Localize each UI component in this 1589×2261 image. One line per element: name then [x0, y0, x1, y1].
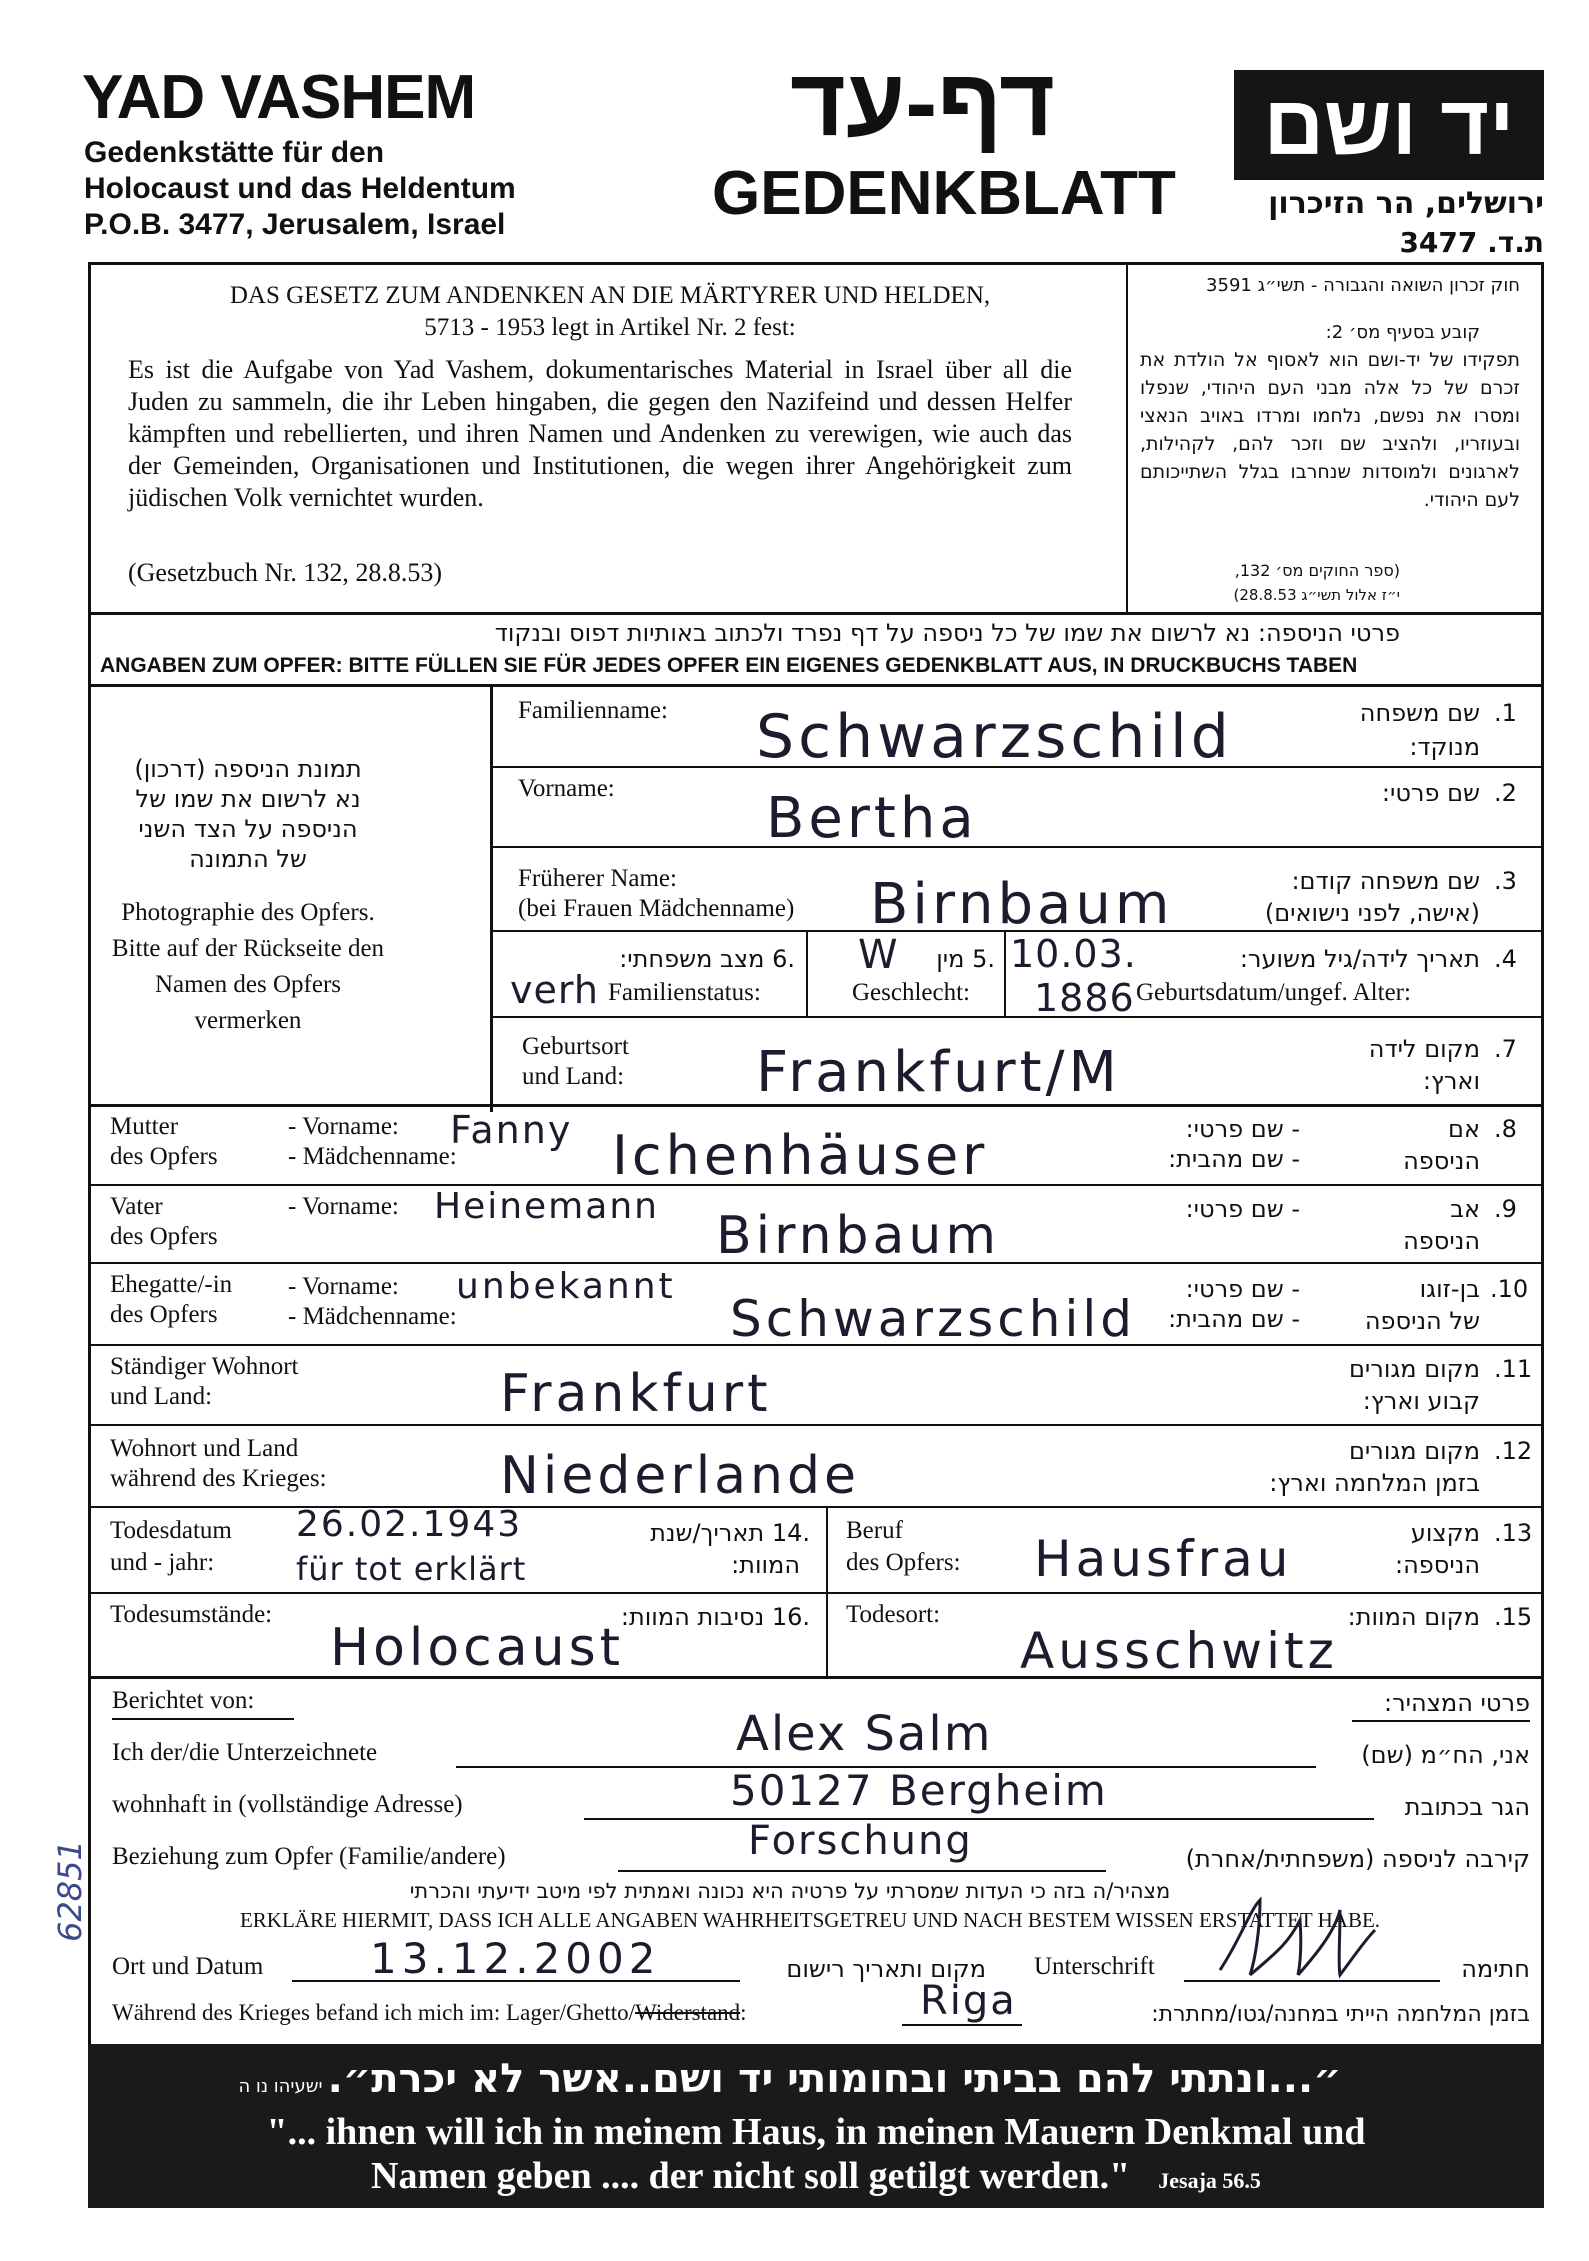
declaration-hebrew: מצהיר/ה בזה כי העדות שמסרתי על פרטיה היא נכונה ואמתית לפי מיטב ידיעתי והכרתי: [409, 1879, 1171, 1903]
law-heading-1: DAS GESETZ ZUM ANDENKEN AN DIE MÄRTYRER UND HELDEN,: [229, 282, 991, 309]
reporter-heading: Berichtet von:: [112, 1687, 255, 1714]
address-hebrew-2: ת.ד. 3477: [1399, 226, 1544, 259]
f4-value-1[interactable]: 10.03.: [1010, 932, 1137, 976]
f7-hebrew-1: מקום לידה: [1368, 1035, 1480, 1063]
photo-german-2: Bitte auf der Rückseite den: [111, 935, 385, 962]
rule-col-sex: [1004, 930, 1006, 1016]
f6-value[interactable]: verh: [510, 968, 599, 1012]
law-hebrew-ref-1: (ספר החוקים מס׳ 132,: [1234, 561, 1400, 580]
address-hebrew: הגר בכתובת: [1404, 1793, 1530, 1821]
f13-label-2: des Opfers:: [846, 1549, 961, 1576]
rule-col-death: [826, 1506, 828, 1676]
photo-divider: [490, 684, 493, 1112]
relation-label: Beziehung zum Opfer (Familie/andere): [112, 1843, 506, 1870]
f10-hebrew-sub-1: - שם פרטי:: [1185, 1275, 1300, 1303]
place-date-hebrew: מקום ותאריך רישום: [786, 1955, 986, 1983]
f2-hebrew-1: שם פרטי:: [1381, 779, 1480, 807]
f8-sub-2: - Mädchenname:: [288, 1143, 457, 1170]
f9-sub-1: - Vorname:: [288, 1193, 399, 1220]
org-line-2: Holocaust und das Heldentum: [84, 172, 516, 205]
reporter-heading-hebrew-underline: [1352, 1720, 1530, 1722]
f5-hebrew: .5 מין: [936, 945, 995, 973]
f5-label: Geschlecht:: [852, 979, 971, 1006]
f7-label-1: Geburtsort: [522, 1033, 629, 1060]
f8-value-first[interactable]: Fanny: [450, 1108, 573, 1152]
f12-label-2: während des Krieges:: [110, 1465, 327, 1492]
f2-value[interactable]: Bertha: [766, 786, 978, 851]
logo: [1234, 70, 1544, 180]
f11-label-2: und Land:: [110, 1383, 213, 1410]
signature-label: Unterschrift: [1034, 1953, 1155, 1980]
relation-value[interactable]: Forschung: [748, 1818, 973, 1864]
law-heading-2: 5713 - 1953 legt in Artikel Nr. 2 fest:: [424, 314, 796, 341]
photo-german-3: Namen des Opfers: [154, 971, 342, 998]
footer-hebrew-text: ״...ונתתי להם בביתי ובחומותי יד ושם..אשר לא יכרת״.: [327, 2056, 1342, 2102]
logo-text: יד ושם: [1263, 77, 1515, 172]
footer-source: Jesaja 56.5: [1158, 2168, 1261, 2193]
relation-hebrew: קירבה לניספה (משפחתית/אחרת): [1185, 1845, 1530, 1873]
law-hebrew-body: תפקידו של יד-ושם הוא לאסוף אל הולדת את זכרם של כל אלה מבני העם היהודי, שנפלו ומסרו את נפשם, נלחמו ומרדו באויב הנאצי ובעוזריו, ולהציב שם וזכר להם, לקהילות, לארגונים ולמוסדות שנחרבו בגלל השתייכותם לעם היהודי.: [1140, 349, 1520, 511]
f9-label-2: des Opfers: [110, 1223, 218, 1250]
law-hebrew-title: חוק זכרון השואה והגבורה - תשי״ג 3591: [1206, 275, 1520, 296]
f12-hebrew-2: בזמן המלחמה וארץ:: [1269, 1469, 1480, 1497]
f2-label: Vorname:: [518, 775, 615, 802]
f10-hebrew-sub-2: - שם מהבית:: [1168, 1305, 1300, 1333]
rule-row2: [490, 846, 1544, 848]
f9-hebrew-2: הניספה: [1403, 1227, 1480, 1255]
f10-hebrew-2: של הניספה: [1364, 1307, 1480, 1335]
war-label: [112, 1998, 747, 2028]
footer-german-2: Namen geben .... der nicht soll getilgt werden.": [371, 2155, 1131, 2197]
f8-hebrew-1: אם: [1448, 1115, 1480, 1143]
f11-hebrew-1: מקום מגורים: [1349, 1355, 1480, 1383]
f4-number: .4: [1494, 945, 1517, 973]
f10-hebrew-1: בן-זוגו: [1419, 1275, 1480, 1303]
footer-german-1: "... ihnen will ich in meinem Haus, in meinen Mauern Denkmal und: [266, 2111, 1366, 2153]
f12-number: .12: [1494, 1437, 1533, 1465]
footer-hebrew-quote: [140, 2056, 1440, 2102]
f3-label-1: Früherer Name:: [518, 865, 677, 892]
f14-value-1[interactable]: 26.02.1943: [296, 1504, 523, 1545]
war-value[interactable]: Riga: [920, 1978, 1017, 2024]
f6-label: Familienstatus:: [608, 979, 761, 1006]
f2-number: .2: [1494, 779, 1517, 807]
name-label: Ich der/die Unterzeichnete: [112, 1739, 378, 1766]
org-name: YAD VASHEM: [82, 63, 476, 132]
war-hebrew: בזמן המלחמה הייתי במחנה/גטו/מחתרת:: [1151, 2002, 1530, 2027]
rule-row11: [88, 1424, 1544, 1426]
f4-label: Geburtsdatum/ungef. Alter:: [1136, 979, 1411, 1006]
f12-label-1: Wohnort und Land: [110, 1435, 299, 1462]
f10-number: .10: [1490, 1275, 1529, 1303]
f3-hebrew-1: שם משפחה קודם:: [1291, 867, 1480, 895]
declaration: ERKLÄRE HIERMIT, DASS ICH ALLE ANGABEN WAHRHEITSGETREU UND NACH BESTEM WISSEN ERSTATTET HABE.: [239, 1908, 1381, 1932]
address-label: wohnhaft in (vollständige Adresse): [112, 1791, 463, 1818]
place-date-label: Ort und Datum: [112, 1953, 264, 1980]
f1-number: .1: [1494, 699, 1517, 727]
f9-label-1: Vater: [110, 1193, 163, 1220]
f8-hebrew-2: הניספה: [1403, 1147, 1480, 1175]
f8-label-1: Mutter: [110, 1113, 179, 1140]
f7-label-2: und Land:: [522, 1063, 625, 1090]
instructions-german: ANGABEN ZUM OPFER: BITTE FÜLLEN SIE FÜR JEDES OPFER EIN EIGENES GEDENKBLATT AUS, IN DRUCKBUCHS TABEN: [100, 654, 1358, 677]
f3-label-2: (bei Frauen Mädchenname): [518, 895, 795, 922]
f9-number: .9: [1494, 1195, 1517, 1223]
f9-value-last[interactable]: Birnbaum: [716, 1206, 1001, 1266]
f14-hebrew-1: .14 תאריך/שנת: [650, 1519, 810, 1547]
photo-hebrew-2: נא לרשום את שמו של: [135, 785, 361, 813]
org-line-1: Gedenkstätte für den: [84, 136, 385, 169]
f14-hebrew-2: המוות:: [731, 1551, 800, 1579]
law-reference: (Gesetzbuch Nr. 132, 28.8.53): [128, 558, 443, 587]
f9-hebrew-sub-1: - שם פרטי:: [1185, 1195, 1300, 1223]
f8-number: .8: [1494, 1115, 1517, 1143]
f7-number: .7: [1494, 1035, 1517, 1063]
f10-sub-1: - Vorname:: [288, 1273, 399, 1300]
f8-label-2: des Opfers: [110, 1143, 218, 1170]
f13-label-1: Beruf: [846, 1517, 903, 1544]
f5-value[interactable]: W: [858, 932, 902, 978]
f11-label-1: Ständiger Wohnort: [110, 1353, 299, 1380]
f16-label: Todesumstände:: [110, 1601, 273, 1628]
org-line-3: P.O.B. 3477, Jerusalem, Israel: [84, 208, 506, 241]
rule-instructions-bottom: [88, 684, 1544, 687]
f12-hebrew-1: מקום מגורים: [1349, 1437, 1480, 1465]
photo-german-4: vermerken: [194, 1007, 302, 1034]
f16-value[interactable]: Holocaust: [330, 1618, 625, 1678]
instructions-hebrew: פרטי הניספה: נא לרשום את שמו של כל ניספה על דף נפרד ולכתוב באותיות דפוס ובנקוד: [494, 619, 1400, 647]
law-hebrew-section: קובע בסעיף מס׳ 2:: [1325, 322, 1480, 343]
address-line: [584, 1818, 1374, 1820]
address-value[interactable]: 50127 Bergheim: [730, 1766, 1108, 1815]
f8-hebrew-sub-1: - שם פרטי:: [1185, 1115, 1300, 1143]
f6-hebrew: .6 מצב משפחתי:: [619, 945, 795, 973]
law-hebrew-ref-2: י״ז אלול תשי״ג 28.8.53): [1233, 586, 1400, 604]
f15-value[interactable]: Ausschwitz: [1020, 1622, 1338, 1680]
war-label-struck: Widerstand: [635, 2000, 741, 2025]
f15-number: .15: [1494, 1603, 1533, 1631]
f11-hebrew-2: קבוע וארץ:: [1362, 1387, 1480, 1415]
rule-row4: [490, 1016, 1544, 1018]
f15-label: Todesort:: [846, 1601, 941, 1628]
f16-hebrew: .16 נסיבות המוות:: [620, 1603, 810, 1631]
f3-value[interactable]: Birnbaum: [870, 872, 1174, 937]
name-hebrew: אני, הח״מ (שם): [1361, 1741, 1530, 1769]
war-label-1: Während des Krieges befand ich mich im: Lager/Ghetto/: [112, 2000, 636, 2025]
margin-note: 62851: [51, 1840, 89, 1942]
reporter-heading-underline: [112, 1718, 294, 1720]
rule-col-status: [806, 930, 808, 1016]
f1-hebrew-2: מנוקד:: [1409, 733, 1480, 761]
f14-label-1: Todesdatum: [110, 1517, 232, 1544]
law-body: Es ist die Aufgabe von Yad Vashem, dokumentarisches Material in Israel über all die Juden zu sammeln, die ihr Leben hingaben, die gegen den Nazifeind und dessen Helfer kämpften und rebellierten, und ihren Namen und Andenken zu verewigen, wie auch das der Gemeinden, Organisationen und Institutionen, die wegen ihrer Angehörigkeit zum jüdischen Volk vernichtet wurden.: [128, 355, 1072, 512]
f10-value-last[interactable]: Schwarzschild: [730, 1290, 1137, 1348]
photo-hebrew-4: של התמונה: [189, 845, 307, 873]
f11-value[interactable]: Frankfurt: [500, 1364, 772, 1424]
rule-law-bottom: [88, 612, 1544, 615]
f10-sub-2: - Mädchenname:: [288, 1303, 457, 1330]
f13-value[interactable]: Hausfrau: [1034, 1530, 1293, 1588]
f10-label-2: des Opfers: [110, 1301, 218, 1328]
footer-german-2-wrap: [100, 2154, 1532, 2198]
name-value[interactable]: Alex Salm: [736, 1706, 993, 1762]
title-hebrew: דף-עד: [790, 49, 1055, 156]
law-divider: [1126, 262, 1128, 612]
address-hebrew-1: ירושלים, הר הזיכרון: [1268, 186, 1544, 221]
f8-value-last[interactable]: Ichenhäuser: [612, 1124, 989, 1187]
f13-hebrew-2: הניספה:: [1395, 1551, 1480, 1579]
footer-hebrew-source: ישעיהו נו ה: [238, 2076, 323, 2097]
rule-row13: [88, 1592, 1544, 1594]
f7-value[interactable]: Frankfurt/M: [756, 1040, 1121, 1105]
photo-hebrew-3: הניספה על הצד השני: [138, 815, 358, 843]
f11-number: .11: [1494, 1355, 1533, 1383]
f10-value-first[interactable]: unbekannt: [456, 1266, 676, 1307]
f4-hebrew-1: תאריך לידה/גיל משוער:: [1239, 945, 1480, 973]
photo-hebrew-1: תמונת הניספה (דרכון): [134, 755, 362, 783]
f1-value[interactable]: Schwarzschild: [756, 702, 1233, 772]
f9-value-first[interactable]: Heinemann: [434, 1186, 659, 1227]
f14-value-2[interactable]: für tot erklärt: [296, 1550, 527, 1588]
f13-hebrew-1: מקצוע: [1410, 1519, 1480, 1547]
relation-line: [618, 1870, 1106, 1872]
f12-value[interactable]: Niederlande: [500, 1446, 860, 1506]
signature-hebrew: חתימה: [1461, 1955, 1530, 1983]
f10-label-1: Ehegatte/-in: [110, 1271, 233, 1298]
war-label-2: :: [740, 2000, 747, 2025]
f8-hebrew-sub-2: - שם מהבית:: [1168, 1145, 1300, 1173]
signature-mark[interactable]: [1190, 1880, 1390, 1990]
f8-sub-1: - Vorname:: [288, 1113, 399, 1140]
f3-number: .3: [1494, 867, 1517, 895]
f7-hebrew-2: וארץ:: [1422, 1067, 1480, 1095]
f4-value-2[interactable]: 1886: [1034, 976, 1135, 1020]
place-date-value[interactable]: 13.12.2002: [370, 1934, 661, 1983]
f3-hebrew-2: (אישה, לפני נישואים): [1264, 899, 1480, 927]
page-title: GEDENKBLATT: [712, 159, 1176, 228]
rule-row7: [88, 1104, 1544, 1107]
f14-label-2: und - jahr:: [110, 1549, 215, 1576]
f13-number: .13: [1494, 1519, 1533, 1547]
f1-label: Familienname:: [518, 697, 668, 724]
f15-hebrew: מקום המוות:: [1347, 1603, 1480, 1631]
f9-hebrew-1: אב: [1450, 1195, 1480, 1223]
reporter-heading-hebrew: פרטי המצהיר:: [1384, 1689, 1530, 1717]
war-line: [902, 2024, 1022, 2026]
photo-german-1: Photographie des Opfers.: [121, 899, 375, 926]
f1-hebrew-1: שם משפחה: [1359, 699, 1480, 727]
